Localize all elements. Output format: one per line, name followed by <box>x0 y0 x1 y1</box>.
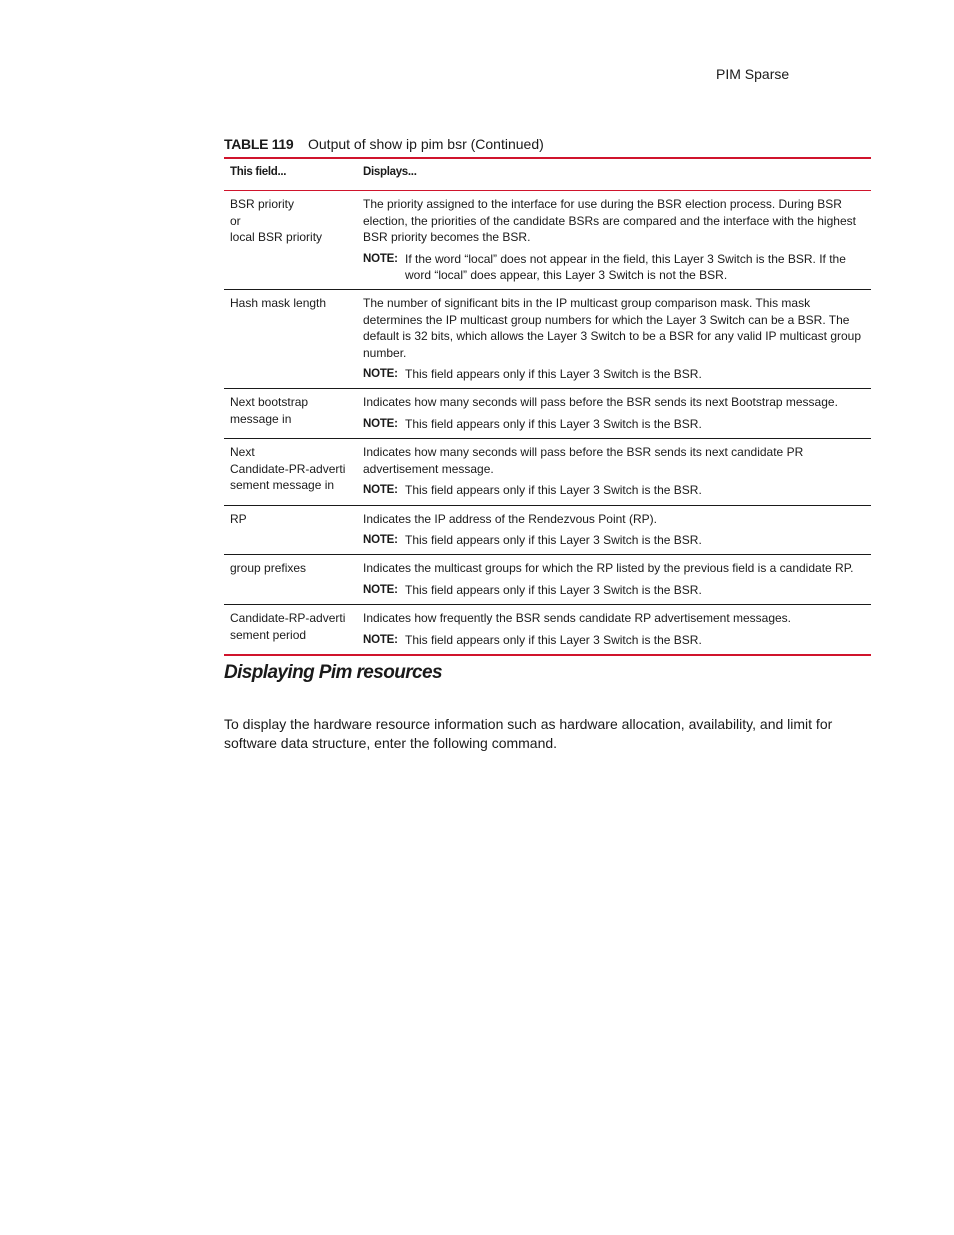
description-text: Indicates the IP address of the Rendezvous Point (RP). <box>363 511 657 526</box>
bsr-output-table <box>224 157 871 656</box>
field-description <box>357 389 871 439</box>
table-header-row <box>224 158 871 191</box>
field-name: RP <box>224 505 357 555</box>
field-description <box>357 290 871 389</box>
note-label: NOTE: <box>363 252 398 265</box>
table-number: TABLE 119 <box>224 136 294 152</box>
table-row <box>224 439 871 505</box>
field-description <box>357 191 871 290</box>
field-name: Hash mask length <box>224 290 357 389</box>
field-description <box>357 605 871 655</box>
note-label: NOTE: <box>363 533 398 546</box>
section-heading: Displaying Pim resources <box>224 662 442 683</box>
note-text: This field appears only if this Layer 3 Switch is the BSR. <box>405 632 702 647</box>
body-paragraph: To display the hardware resource information such as hardware allocation, availability, and limit for software data structure, enter the following command. <box>224 716 833 751</box>
note <box>363 251 865 284</box>
description-text: Indicates the multicast groups for which the RP listed by the previous field is a candidate RP. <box>363 561 854 576</box>
description-text: The number of significant bits in the IP multicast group comparison mask. This mask determines the IP multicast group numbers for which the Layer 3 Switch can be a BSR. The default is 32 bits, which allows the Layer 3 Switch to be a BSR for any valid IP multicast group number. <box>363 296 862 360</box>
note-text: This field appears only if this Layer 3 Switch is the BSR. <box>405 483 702 498</box>
table-caption <box>224 136 544 152</box>
field-description <box>357 439 871 505</box>
column-header-displays: Displays... <box>357 158 871 191</box>
running-header: PIM Sparse <box>716 66 790 82</box>
note <box>363 416 865 432</box>
note-label: NOTE: <box>363 583 398 596</box>
note <box>363 366 865 382</box>
field-name: Next bootstrap message in <box>224 389 357 439</box>
table-row <box>224 191 871 290</box>
note <box>363 582 865 598</box>
note-label: NOTE: <box>363 368 398 381</box>
note-label: NOTE: <box>363 633 398 646</box>
field-name: group prefixes <box>224 555 357 605</box>
note <box>363 482 865 498</box>
table-row <box>224 605 871 655</box>
note-text: This field appears only if this Layer 3 Switch is the BSR. <box>405 582 702 597</box>
description-text: Indicates how frequently the BSR sends candidate RP advertisement messages. <box>363 611 792 626</box>
note <box>363 632 865 648</box>
table-row <box>224 290 871 389</box>
field-description <box>357 505 871 555</box>
table-row <box>224 555 871 605</box>
note-text: If the word “local” does not appear in the field, this Layer 3 Switch is the BSR. If the word “local” does appear, this Layer 3 Switch is not the BSR. <box>405 251 846 283</box>
note-label: NOTE: <box>363 484 398 497</box>
note-text: This field appears only if this Layer 3 Switch is the BSR. <box>405 532 702 547</box>
note-label: NOTE: <box>363 417 398 430</box>
field-name: BSR priority or local BSR priority <box>230 197 323 245</box>
field-name: Next Candidate-PR-adverti sement message in <box>224 439 357 505</box>
field-name: Candidate-RP-adverti sement period <box>224 605 357 655</box>
column-header-field: This field... <box>224 158 357 191</box>
description-text: The priority assigned to the interface for use during the BSR election process. During BSR election, the priorities of the candidate BSRs are compared and the interface with the highest BSR priority becomes the BSR. <box>363 197 856 245</box>
description-text: Indicates how many seconds will pass before the BSR sends its next Bootstrap message. <box>363 395 838 410</box>
note-text: This field appears only if this Layer 3 Switch is the BSR. <box>405 416 702 431</box>
table-title: Output of show ip pim bsr (Continued) <box>308 136 544 152</box>
note-text: This field appears only if this Layer 3 Switch is the BSR. <box>405 367 702 382</box>
table-row <box>224 389 871 439</box>
description-text: Indicates how many seconds will pass before the BSR sends its next candidate PR advertisement message. <box>363 445 804 476</box>
table-row <box>224 505 871 555</box>
note <box>363 532 865 548</box>
field-description <box>357 555 871 605</box>
